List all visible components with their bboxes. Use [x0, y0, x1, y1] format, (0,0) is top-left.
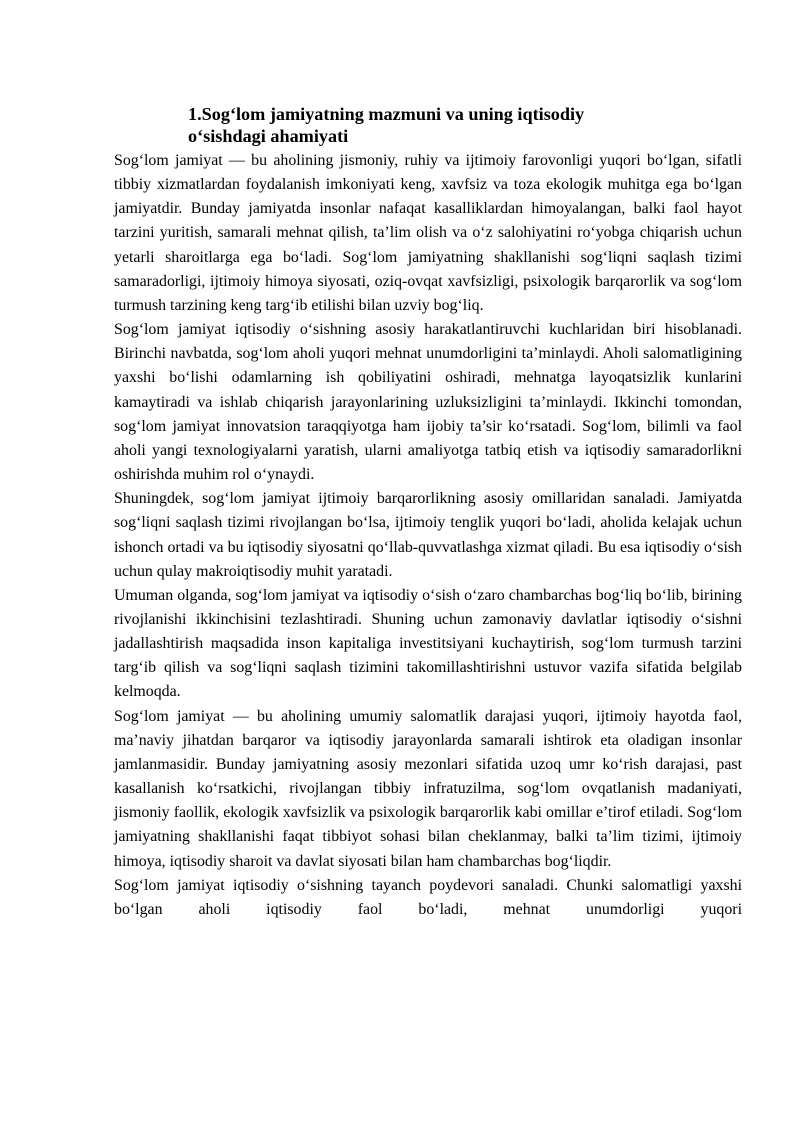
heading-line-1: 1.Sog‘lom jamiyatning mazmuni va uning iqtisodiy	[188, 104, 585, 124]
paragraph-4: Umuman olganda, sog‘lom jamiyat va iqtisodiy o‘sish o‘zaro chambarchas bog‘liq bo‘lib, birining rivojlanishi ikkinchisini tezlashtiradi. Shuning uchun zamonaviy davlatlar iqtisodiy o‘sishni jadallashtirish maqsadida inson kapitaliga investitsiyani kuchaytirish, sog‘lom turmush tarzini targ‘ib qilish va sog‘liqni saqlash tizimini takomillashtirishni ustuvor vazifa sifatida belgilab kelmoqda.	[114, 586, 742, 701]
heading-line-2: o‘sishdagi ahamiyati	[188, 126, 349, 146]
document-heading	[188, 103, 708, 147]
paragraph-2: Sog‘lom jamiyat iqtisodiy o‘sishning asosiy harakatlantiruvchi kuchlaridan biri hisoblanadi. Birinchi navbatda, sog‘lom aholi yuqori mehnat unumdorligini ta’minlaydi. Aholi salomatligining yaxshi bo‘lishi odamlarning ish qobiliyatini oshiradi, mehnatga layoqatsizlik kunlarini kamaytiradi va ishlab chiqarish jarayonlarining uzluksizligini ta’minlaydi. Ikkinchi tomondan, sog‘lom jamiyat innovatsion taraqqiyotga ham ijobiy ta’sir ko‘rsatadi. Sog‘lom, bilimli va faol aholi yangi texnologiyalarni yaratish, ularni amaliyotga tatbiq etish va iqtisodiy samaradorlikni oshirishda muhim rol o‘ynaydi.	[114, 321, 742, 484]
paragraph-3: Shuningdek, sog‘lom jamiyat ijtimoiy barqarorlikning asosiy omillaridan sanaladi. Jamiyatda sog‘liqni saqlash tizimi rivojlangan bo‘lsa, ijtimoiy tenglik yuqori bo‘ladi, aholida kelajak uchun ishonch ortadi va bu iqtisodiy siyosatni qo‘llab-quvvatlashga xizmat qiladi. Bu esa iqtisodiy o‘sish uchun qulay makroiqtisodiy muhit yaratadi.	[114, 490, 742, 580]
paragraph-5: Sog‘lom jamiyat — bu aholining umumiy salomatlik darajasi yuqori, ijtimoiy hayotda faol, ma’naviy jihatdan barqaror va iqtisodiy jarayonlarda samarali ishtirok eta oladigan insonlar jamlanmasidir. Bunday jamiyatning asosiy mezonlari sifatida uzoq umr ko‘rish darajasi, past kasallanish ko‘rsatkichi, rivojlangan tibbiy infratuzilma, sog‘lom ovqatlanish madaniyati, jismoniy faollik, ekologik xavfsizlik va psixologik barqarorlik kabi omillar e’tirof etiladi. Sog‘lom jamiyatning shakllanishi faqat tibbiyot sohasi bilan cheklanmay, balki ta’lim tizimi, ijtimoiy himoya, iqtisodiy sharoit va davlat siyosati bilan ham chambarchas bog‘liqdir.	[114, 707, 742, 870]
paragraph-1: Sog‘lom jamiyat — bu aholining jismoniy, ruhiy va ijtimoiy farovonligi yuqori bo‘lgan, sifatli tibbiy xizmatlardan foydalanish imkoniyati keng, xavfsiz va toza ekologik muhitga ega bo‘lgan jamiyatdir. Bunday jamiyatda insonlar nafaqat kasalliklardan himoyalangan, balki faol hayot tarzini yuritish, samarali mehnat qilish, ta’lim olish va o‘z salohiyatini ro‘yobga chiqarish uchun yetarli sharoitlarga ega bo‘ladi. Sog‘lom jamiyatning shakllanishi sog‘liqni saqlash tizimi samaradorligi, ijtimoiy himoya siyosati, oziq-ovqat xavfsizligi, psixologik barqarorlik va sog‘lom turmush tarzining keng targ‘ib etilishi bilan uzviy bog‘liq.	[114, 152, 742, 314]
paragraph-6: Sog‘lom jamiyat iqtisodiy o‘sishning tayanch poydevori sanaladi. Chunki salomatligi yaxshi bo‘lgan aholi iqtisodiy faol bo‘ladi, mehnat unumdorligi yuqori	[114, 876, 742, 918]
document-body	[114, 149, 742, 922]
